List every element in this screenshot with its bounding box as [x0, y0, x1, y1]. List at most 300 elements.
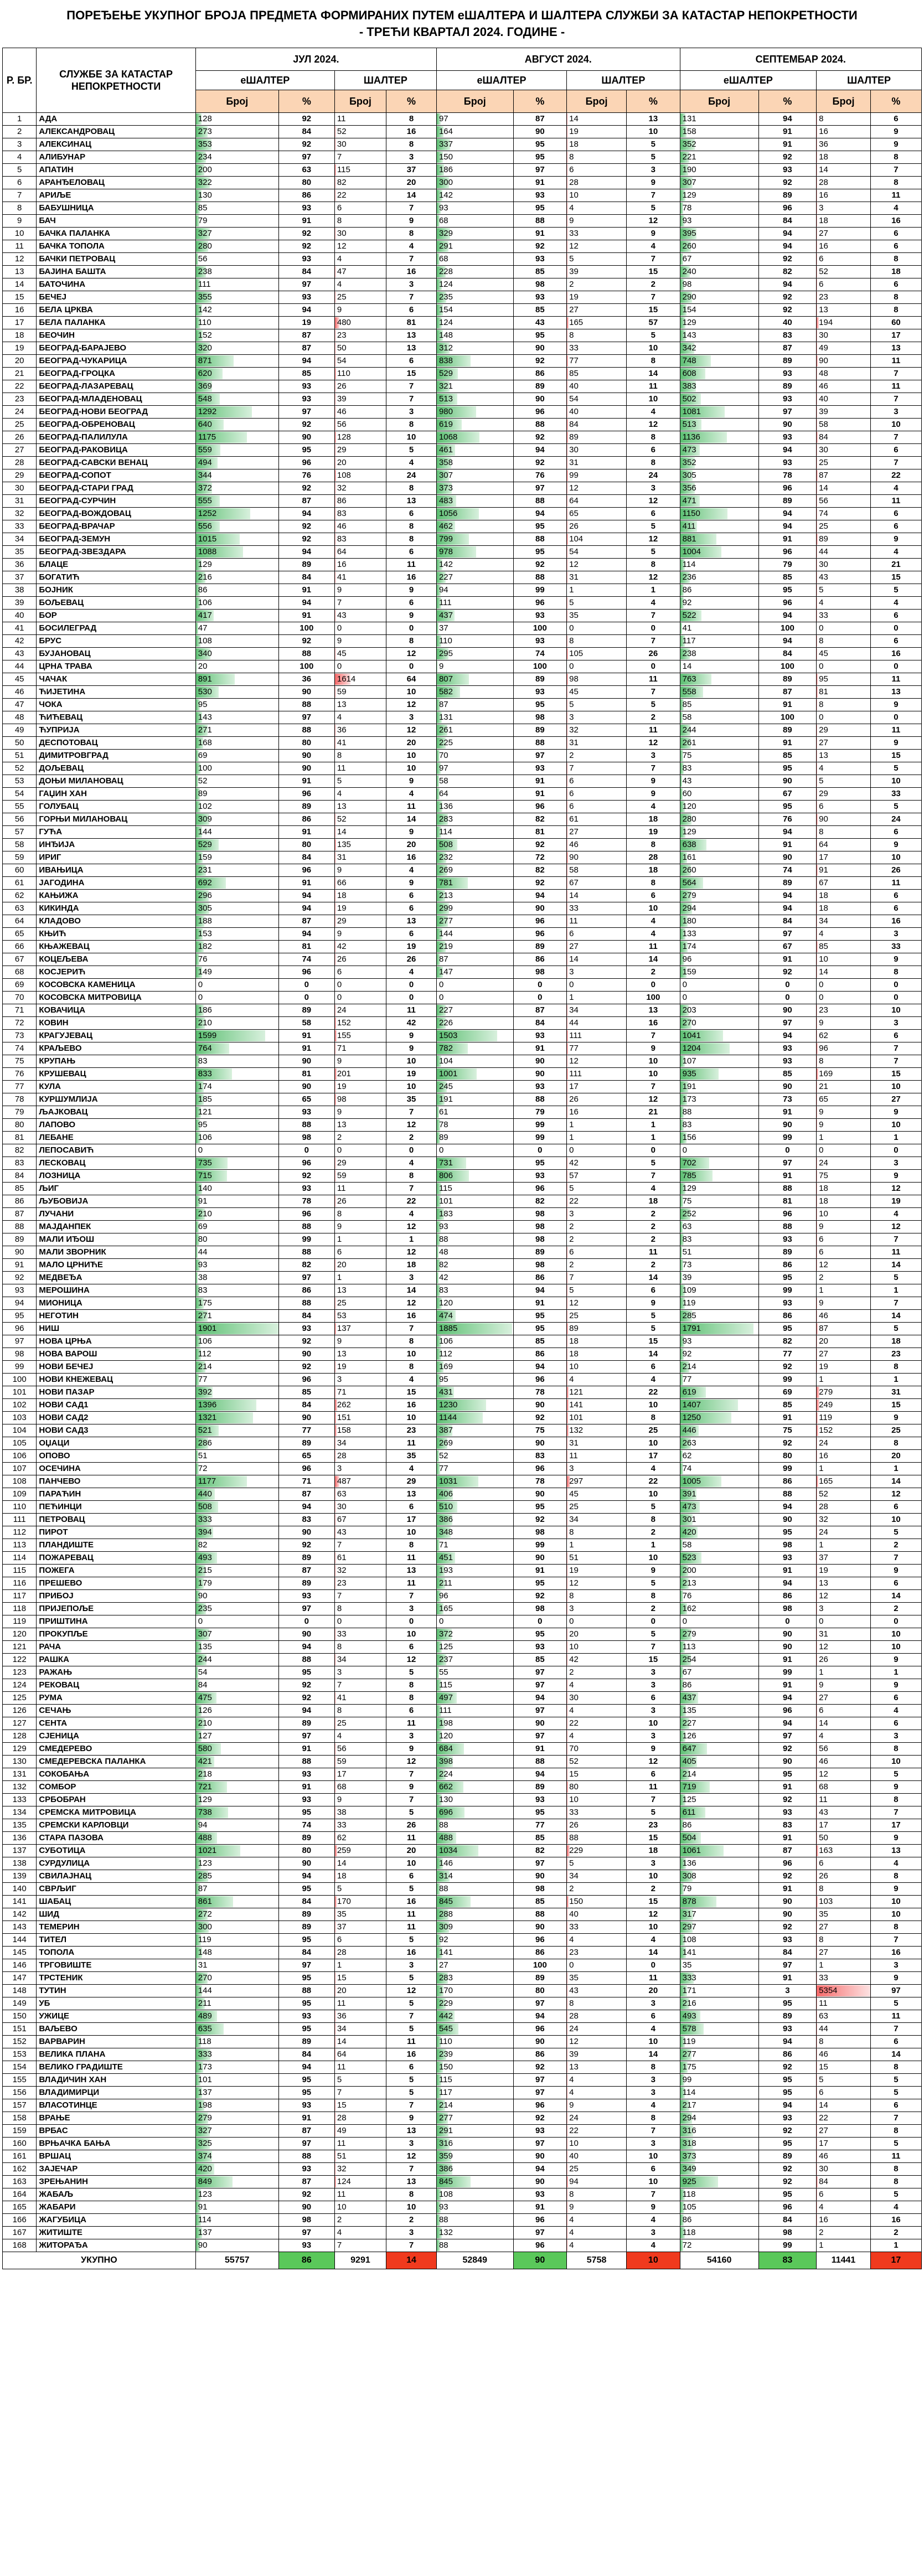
count-value: 130	[438, 1795, 453, 1804]
shalter-percent: 23	[870, 1348, 921, 1361]
count-value: 90	[198, 1591, 208, 1601]
count-value: 25	[569, 1502, 579, 1511]
shalter-count	[567, 1475, 627, 1488]
row-number: 51	[3, 750, 37, 762]
eshalter-count	[195, 228, 278, 240]
count-value: 80	[198, 1235, 208, 1244]
count-value: 137	[198, 2228, 212, 2237]
service-name: НОВИ БЕЧЕЈ	[37, 1361, 195, 1374]
eshalter-count	[436, 1055, 513, 1068]
count-value: 200	[682, 1566, 696, 1575]
shalter-count	[567, 571, 627, 584]
count-value: 20	[198, 662, 208, 671]
count-value: 309	[438, 1922, 453, 1932]
count-value: 0	[337, 993, 342, 1002]
eshalter-percent: 92	[278, 1692, 334, 1705]
count-value: 114	[682, 560, 696, 569]
shalter-count	[567, 1348, 627, 1361]
shalter-percent: 3	[627, 1857, 680, 1870]
service-name: ВАРВАРИН	[37, 2036, 195, 2048]
eshalter-percent: 79	[758, 559, 817, 571]
totals-row	[3, 2252, 922, 2269]
eshalter-percent: 99	[513, 1539, 567, 1552]
eshalter-count	[195, 1386, 278, 1399]
table-row	[3, 508, 922, 520]
eshalter-percent: 82	[513, 864, 567, 877]
table-row	[3, 610, 922, 622]
count-value: 32	[337, 1566, 347, 1575]
count-value: 11	[337, 1999, 346, 2008]
count-value: 15	[819, 2062, 828, 2072]
count-value: 28	[337, 1948, 347, 1957]
shalter-count	[817, 431, 871, 444]
count-value: 84	[819, 2177, 828, 2186]
eshalter-count	[436, 520, 513, 533]
count-value: 40	[819, 394, 828, 404]
eshalter-percent: 91	[758, 1654, 817, 1666]
shalter-count	[817, 1170, 871, 1183]
service-name: ТЕМЕРИН	[37, 1921, 195, 1934]
row-number: 154	[3, 2061, 37, 2074]
eshalter-percent: 92	[513, 355, 567, 368]
table-row	[3, 317, 922, 329]
eshalter-percent: 94	[758, 228, 817, 240]
eshalter-count	[680, 113, 758, 126]
count-value: 715	[198, 1171, 212, 1180]
count-value: 6	[569, 1247, 574, 1257]
count-value: 6	[337, 1935, 342, 1944]
eshalter-count	[195, 2188, 278, 2201]
count-value: 333	[198, 1515, 212, 1524]
eshalter-percent: 96	[758, 2201, 817, 2214]
count-value: 100	[198, 763, 212, 773]
count-value: 84	[819, 432, 828, 442]
service-name: ШАБАЦ	[37, 1896, 195, 1908]
shalter-count	[817, 533, 871, 546]
shalter-count	[334, 1615, 386, 1628]
eshalter-percent: 96	[278, 788, 334, 801]
shalter-count	[334, 1208, 386, 1221]
eshalter-percent: 95	[513, 329, 567, 342]
eshalter-count	[436, 266, 513, 278]
row-number: 103	[3, 1412, 37, 1424]
eshalter-percent: 91	[278, 1743, 334, 1756]
count-value: 13	[337, 1349, 347, 1359]
eshalter-percent: 82	[513, 1195, 567, 1208]
eshalter-count	[680, 2227, 758, 2239]
eshalter-count	[436, 1947, 513, 1959]
count-value: 76	[682, 1591, 692, 1601]
table-row	[3, 431, 922, 444]
row-number: 42	[3, 635, 37, 648]
count-value: 33	[337, 1629, 347, 1639]
shalter-count	[567, 1679, 627, 1692]
count-value: 28	[819, 178, 828, 187]
eshalter-percent: 97	[758, 1959, 817, 1972]
eshalter-count	[680, 1819, 758, 1832]
count-value: 216	[198, 572, 212, 582]
count-value: 0	[337, 662, 342, 671]
shalter-percent: 1	[870, 1132, 921, 1144]
count-value: 13	[819, 1578, 828, 1588]
eshalter-percent: 89	[278, 1437, 334, 1450]
eshalter-percent: 91	[278, 610, 334, 622]
eshalter-count	[436, 1170, 513, 1183]
count-value: 36	[819, 140, 828, 149]
shalter-count	[334, 1832, 386, 1845]
count-value: 1031	[438, 1477, 458, 1486]
shalter-percent: 12	[627, 1756, 680, 1768]
eshalter-percent: 100	[278, 622, 334, 635]
shalter-percent: 16	[386, 1399, 437, 1412]
eshalter-percent: 96	[513, 2023, 567, 2036]
report-title-line2: - ТРЕЋИ КВАРТАЛ 2024. ГОДИНЕ -	[359, 25, 565, 39]
eshalter-percent: 90	[278, 2201, 334, 2214]
eshalter-percent: 74	[278, 953, 334, 966]
shalter-count	[567, 762, 627, 775]
count-value: 16	[569, 1107, 579, 1117]
eshalter-percent: 89	[758, 673, 817, 686]
eshalter-count	[680, 317, 758, 329]
eshalter-count	[436, 1297, 513, 1310]
row-number: 156	[3, 2087, 37, 2099]
eshalter-count	[195, 508, 278, 520]
eshalter-percent: 97	[513, 1705, 567, 1717]
count-value: 16	[337, 560, 347, 569]
shalter-count	[817, 380, 871, 393]
count-value: 13	[819, 751, 828, 760]
count-value: 473	[682, 1502, 696, 1511]
eshalter-percent: 91	[513, 177, 567, 189]
eshalter-percent: 58	[278, 1017, 334, 1030]
eshalter-percent: 89	[758, 877, 817, 890]
shalter-percent: 13	[386, 2176, 437, 2188]
count-value: 143	[682, 331, 696, 340]
eshalter-count	[195, 864, 278, 877]
shalter-count	[817, 1590, 871, 1603]
total-shalter-percent: 17	[870, 2252, 921, 2269]
eshalter-percent: 96	[513, 1463, 567, 1475]
count-value: 9	[337, 929, 342, 938]
count-value: 785	[682, 1171, 696, 1180]
table-row	[3, 1883, 922, 1896]
shalter-count	[817, 953, 871, 966]
shalter-percent: 11	[386, 1717, 437, 1730]
eshalter-count	[680, 1692, 758, 1705]
eshalter-count	[195, 1233, 278, 1246]
total-shalter-percent: 10	[627, 2252, 680, 2269]
table-row	[3, 304, 922, 317]
count-value: 1	[337, 1273, 342, 1282]
eshalter-percent: 90	[513, 1068, 567, 1081]
count-value: 530	[198, 687, 212, 696]
shalter-count	[334, 979, 386, 992]
eshalter-count	[680, 1157, 758, 1170]
shalter-percent: 14	[386, 1284, 437, 1297]
shalter-count	[567, 775, 627, 788]
count-value: 129	[682, 318, 696, 327]
count-value: 150	[438, 2062, 453, 2072]
eshalter-count	[680, 750, 758, 762]
count-value: 782	[438, 1044, 453, 1053]
eshalter-count	[436, 151, 513, 164]
eshalter-percent: 99	[278, 1233, 334, 1246]
row-number: 117	[3, 1590, 37, 1603]
shalter-count	[567, 1017, 627, 1030]
count-value: 763	[682, 674, 696, 684]
eshalter-percent: 93	[758, 164, 817, 177]
shalter-count	[334, 1896, 386, 1908]
count-value: 88	[569, 1833, 579, 1842]
shalter-count	[817, 1565, 871, 1577]
eshalter-percent: 90	[278, 686, 334, 699]
row-number: 13	[3, 266, 37, 278]
eshalter-count	[680, 762, 758, 775]
shalter-percent: 25	[627, 1424, 680, 1437]
eshalter-count	[436, 2201, 513, 2214]
count-value: 215	[198, 1566, 212, 1575]
eshalter-count	[680, 1081, 758, 1093]
shalter-count	[567, 304, 627, 317]
count-value: 121	[198, 1107, 212, 1117]
count-value: 27	[819, 1948, 828, 1957]
eshalter-count	[195, 368, 278, 380]
table-row	[3, 1284, 922, 1297]
table-row	[3, 2036, 922, 2048]
count-value: 214	[438, 2100, 453, 2110]
count-value: 1885	[438, 1324, 458, 1333]
eshalter-count	[680, 2163, 758, 2176]
eshalter-count	[195, 1501, 278, 1514]
count-value: 307	[682, 178, 696, 187]
table-row	[3, 801, 922, 813]
eshalter-percent: 19	[278, 317, 334, 329]
count-value: 391	[682, 1489, 696, 1499]
eshalter-count	[195, 1577, 278, 1590]
eshalter-count	[195, 1272, 278, 1284]
shalter-percent: 8	[386, 482, 437, 495]
shalter-percent: 14	[870, 2048, 921, 2061]
comparison-table	[2, 48, 922, 2269]
table-row	[3, 1896, 922, 1908]
service-name: ЉАЈКОВАЦ	[37, 1106, 195, 1119]
shalter-percent: 12	[386, 1985, 437, 1997]
shalter-count	[817, 1577, 871, 1590]
count-value: 34	[819, 916, 828, 926]
row-number: 108	[3, 1475, 37, 1488]
table-row	[3, 1272, 922, 1284]
count-value: 37	[337, 1922, 347, 1932]
table-row	[3, 1679, 922, 1692]
row-number: 162	[3, 2163, 37, 2176]
eshalter-percent: 95	[758, 1526, 817, 1539]
shalter-percent: 23	[627, 1819, 680, 1832]
shalter-count	[334, 750, 386, 762]
count-value: 891	[198, 674, 212, 684]
table-row	[3, 1870, 922, 1883]
table-row	[3, 1399, 922, 1412]
count-value: 321	[438, 381, 453, 391]
eshalter-percent: 90	[513, 342, 567, 355]
eshalter-count	[195, 1985, 278, 1997]
eshalter-count	[436, 1259, 513, 1272]
shalter-percent: 4	[870, 1857, 921, 1870]
service-name: НИШ	[37, 1323, 195, 1335]
eshalter-percent: 98	[513, 1221, 567, 1233]
shalter-count	[334, 1857, 386, 1870]
shalter-count	[334, 1679, 386, 1692]
eshalter-count	[680, 610, 758, 622]
shalter-percent: 13	[627, 113, 680, 126]
row-number: 148	[3, 1985, 37, 1997]
count-value: 59	[337, 687, 347, 696]
shalter-count	[817, 1921, 871, 1934]
shalter-count	[817, 240, 871, 253]
count-value: 6	[819, 1706, 824, 1715]
shalter-percent: 10	[870, 1756, 921, 1768]
eshalter-percent: 91	[758, 1883, 817, 1896]
count-value: 89	[569, 1324, 579, 1333]
eshalter-percent: 0	[513, 1144, 567, 1157]
shalter-percent: 10	[627, 1870, 680, 1883]
eshalter-percent: 88	[278, 1756, 334, 1768]
shalter-percent: 6	[870, 240, 921, 253]
eshalter-percent: 97	[278, 1730, 334, 1743]
count-value: 333	[198, 2050, 212, 2059]
count-value: 95	[819, 674, 828, 684]
table-row	[3, 1934, 922, 1947]
count-value: 95	[438, 1375, 448, 1384]
count-value: 30	[819, 445, 828, 455]
shalter-percent: 6	[870, 520, 921, 533]
header-eshalter: еШАЛТЕР	[436, 71, 566, 90]
count-value: 269	[438, 865, 453, 875]
eshalter-count	[195, 1424, 278, 1437]
service-name: ОСЕЧИНА	[37, 1463, 195, 1475]
eshalter-count	[680, 1297, 758, 1310]
eshalter-percent: 97	[758, 1157, 817, 1170]
shalter-percent: 12	[627, 737, 680, 750]
count-value: 277	[438, 916, 453, 926]
eshalter-percent: 83	[758, 1819, 817, 1832]
shalter-count	[567, 1997, 627, 2010]
eshalter-count	[436, 1806, 513, 1819]
eshalter-percent: 92	[758, 151, 817, 164]
count-value: 28	[569, 2011, 579, 2021]
eshalter-percent: 90	[758, 851, 817, 864]
count-value: 8	[569, 1527, 574, 1537]
count-value: 52	[819, 267, 828, 276]
eshalter-count	[195, 189, 278, 202]
count-value: 26	[337, 954, 347, 964]
row-number: 122	[3, 1654, 37, 1666]
count-value: 13	[337, 802, 347, 811]
count-value: 358	[438, 458, 453, 467]
shalter-percent: 8	[627, 559, 680, 571]
count-value: 417	[198, 611, 212, 620]
row-number: 6	[3, 177, 37, 189]
eshalter-percent: 87	[758, 1845, 817, 1857]
count-value: 11	[819, 1795, 828, 1804]
shalter-count	[817, 1781, 871, 1794]
service-name: РАШКА	[37, 1654, 195, 1666]
count-value: 24	[819, 1158, 828, 1168]
shalter-percent: 1	[870, 2239, 921, 2252]
shalter-count	[334, 660, 386, 673]
count-value: 25	[569, 2164, 579, 2174]
shalter-count	[334, 368, 386, 380]
count-value: 27	[819, 2126, 828, 2135]
table-row	[3, 1042, 922, 1055]
shalter-count	[334, 813, 386, 826]
count-value: 83	[682, 763, 692, 773]
count-value: 40	[569, 1909, 579, 1919]
eshalter-percent: 84	[278, 1947, 334, 1959]
shalter-percent: 3	[627, 482, 680, 495]
shalter-count	[567, 2112, 627, 2125]
row-number: 60	[3, 864, 37, 877]
eshalter-count	[195, 1692, 278, 1705]
count-value: 4	[819, 598, 824, 607]
eshalter-count	[436, 177, 513, 189]
count-value: 44	[819, 547, 828, 556]
eshalter-percent: 89	[278, 1921, 334, 1934]
count-value: 0	[438, 1617, 444, 1626]
shalter-percent: 0	[870, 1144, 921, 1157]
table-row	[3, 1692, 922, 1705]
shalter-percent: 7	[386, 2010, 437, 2023]
eshalter-count	[195, 686, 278, 699]
eshalter-percent: 92	[758, 1743, 817, 1756]
shalter-percent: 0	[386, 622, 437, 635]
count-value: 305	[198, 904, 212, 913]
service-name: ДОЉЕВАЦ	[37, 762, 195, 775]
row-number: 38	[3, 584, 37, 597]
eshalter-percent: 91	[278, 1042, 334, 1055]
count-value: 8	[569, 1999, 574, 2008]
shalter-percent: 6	[386, 902, 437, 915]
shalter-percent: 12	[386, 724, 437, 737]
count-value: 34	[569, 1515, 579, 1524]
eshalter-count	[195, 482, 278, 495]
count-value: 1250	[682, 1413, 701, 1422]
eshalter-percent: 85	[278, 1386, 334, 1399]
shalter-percent: 1	[627, 584, 680, 597]
shalter-count	[817, 1514, 871, 1526]
row-number: 112	[3, 1526, 37, 1539]
count-value: 120	[438, 1298, 453, 1308]
shalter-percent: 15	[627, 1654, 680, 1666]
shalter-count	[567, 1272, 627, 1284]
eshalter-percent: 95	[278, 444, 334, 457]
shalter-percent: 7	[627, 189, 680, 202]
eshalter-count	[680, 864, 758, 877]
table-row	[3, 2048, 922, 2061]
shalter-percent: 6	[627, 508, 680, 520]
eshalter-percent: 95	[758, 2087, 817, 2099]
count-value: 8	[819, 2037, 824, 2046]
shalter-percent: 7	[870, 2112, 921, 2125]
count-value: 4	[337, 1731, 342, 1741]
eshalter-percent: 95	[758, 801, 817, 813]
count-value: 31	[569, 572, 579, 582]
row-number: 52	[3, 762, 37, 775]
count-value: 244	[682, 725, 696, 735]
count-value: 22	[569, 1718, 579, 1728]
table-row	[3, 1119, 922, 1132]
shalter-count	[567, 342, 627, 355]
eshalter-count	[195, 750, 278, 762]
